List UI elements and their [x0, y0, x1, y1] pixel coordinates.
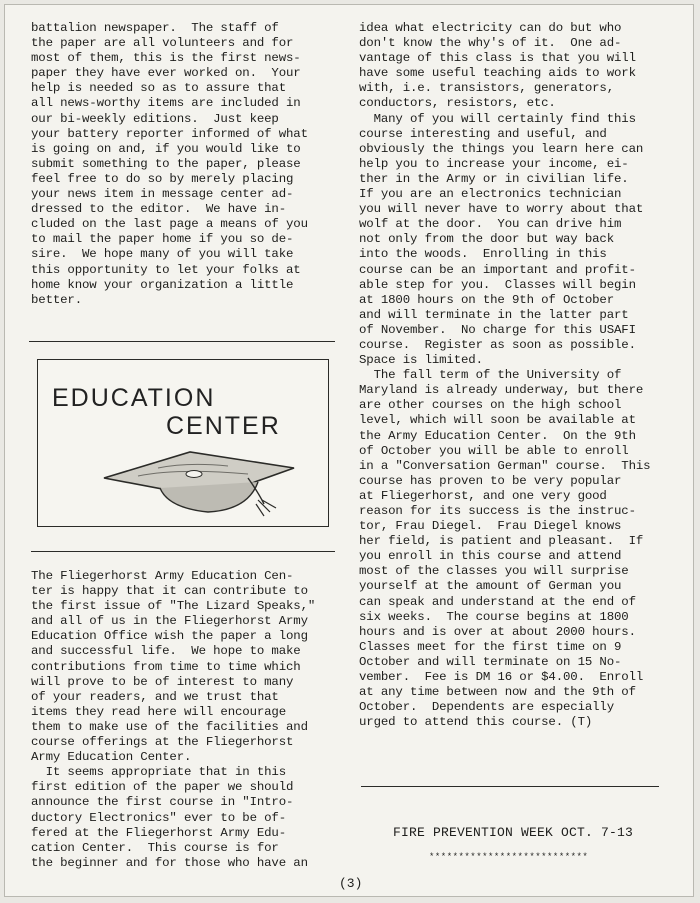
section-divider	[361, 786, 659, 787]
text-line: you will never have to worry about that	[359, 202, 644, 217]
text-line: and will terminate in the latter part	[359, 307, 629, 322]
text-line: into the woods. Enrolling in this	[359, 247, 607, 262]
text-line: is going on and, if you would like to	[31, 141, 301, 156]
text-line: most of the classes you will surprise	[359, 564, 629, 579]
text-line: her field, is patient and pleasant. If	[359, 534, 644, 549]
text-line: vantage of this class is that you will	[359, 51, 636, 66]
text-line: of November. No charge for this USAFI	[359, 322, 636, 337]
text-line: If you are an electronics technician	[359, 187, 622, 202]
text-line: October and will terminate on 15 No-	[359, 654, 622, 669]
text-line: of October you will be able to enroll	[359, 443, 629, 458]
text-line: to mail the paper home if you so de-	[31, 232, 294, 247]
text-line: course. Register as soon as possible.	[359, 337, 636, 352]
text-line: battalion newspaper. The staff of	[31, 21, 279, 35]
text-line: better.	[31, 292, 82, 307]
text-line: Army Education Center.	[31, 750, 192, 765]
text-line: this opportunity to let your folks at	[31, 262, 301, 277]
text-line: course interesting and useful, and	[359, 126, 607, 141]
text-line: announce the first course in "Intro-	[31, 795, 294, 810]
text-line: October. Dependents are especially	[359, 700, 614, 715]
text-line: the beginner and for those who have an	[31, 855, 308, 870]
text-line: course has proven to be very popular	[359, 473, 622, 488]
text-line: able step for you. Classes will begin	[359, 277, 636, 292]
text-line: feel free to do so by merely placing	[31, 171, 294, 186]
text-line: home know your organization a little	[31, 277, 294, 292]
text-line: idea what electricity can do but who	[359, 21, 622, 35]
text-line: The Fliegerhorst Army Education Cen-	[31, 569, 294, 583]
text-line: reason for its success is the instruc-	[359, 504, 636, 518]
left-column-top-text	[31, 21, 308, 308]
text-line: yourself at the amount of German you	[359, 579, 622, 594]
text-line: and successful life. We hope to make	[31, 644, 301, 659]
text-line: first edition of the paper we should	[31, 780, 294, 795]
text-line: are other courses on the high school	[359, 398, 622, 413]
text-line: at Fliegerhorst, and one very good	[359, 488, 607, 503]
text-line: sire. We hope many of you will take	[31, 247, 294, 262]
text-line: Education Office wish the paper a long	[31, 629, 308, 644]
text-line: have some useful teaching aids to work	[359, 66, 636, 81]
text-line: the Army Education Center. On the 9th	[359, 428, 636, 443]
text-line: will prove to be of interest to many	[31, 674, 294, 689]
text-line: It seems appropriate that in this	[31, 765, 286, 780]
text-line: level, which will soon be available at	[359, 413, 636, 428]
text-line: help you to increase your income, ei-	[359, 156, 629, 171]
text-line: course can be an important and profit-	[359, 262, 636, 277]
left-column-bottom-text	[31, 569, 315, 871]
fire-prevention-notice: FIRE PREVENTION WEEK OCT. 7-13	[393, 825, 634, 840]
text-line: cation Center. This course is for	[31, 840, 279, 855]
text-line: your battery reporter informed of what	[31, 126, 308, 141]
text-line: with, i.e. transistors, generators,	[359, 81, 614, 96]
text-line: ter is happy that it can contribute to	[31, 584, 308, 599]
text-line: obviously the things you learn here can	[359, 141, 644, 156]
text-line: help is needed so as to assure that	[31, 81, 286, 96]
text-line: at 1800 hours on the 9th of October	[359, 292, 614, 307]
text-line: six weeks. The course begins at 1800	[359, 609, 629, 624]
text-line: them to make use of the facilities and	[31, 719, 308, 734]
text-line: most of them, this is the first news-	[31, 51, 301, 66]
text-line: The fall term of the University of	[359, 368, 622, 383]
text-line: vember. Fee is DM 16 or $4.00. Enroll	[359, 670, 644, 685]
text-line: course offerings at the Fliegerhorst	[31, 735, 294, 750]
document-page	[4, 4, 694, 897]
text-line: tor, Frau Diegel. Frau Diegel knows	[359, 519, 622, 534]
right-column-text	[359, 21, 650, 730]
text-line: our bi-weekly editions. Just keep	[31, 111, 279, 126]
sign-line-2: CENTER	[166, 412, 281, 440]
text-line: items they read here will encourage	[31, 704, 286, 719]
text-line: wolf at the door. You can drive him	[359, 217, 622, 232]
graduation-cap-icon	[98, 438, 298, 520]
text-line: the paper are all volunteers and for	[31, 36, 294, 51]
text-line: fered at the Fliegerhorst Army Edu-	[31, 825, 286, 840]
text-line: paper they have ever worked on. Your	[31, 66, 301, 81]
text-line: Many of you will certainly find this	[359, 111, 636, 126]
text-line: your news item in message center ad-	[31, 187, 294, 202]
text-line: at any time between now and the 9th of	[359, 685, 636, 700]
decorative-star-line: ***************************	[429, 852, 589, 862]
text-line: don't know the why's of it. One ad-	[359, 36, 622, 51]
text-line: can speak and understand at the end of	[359, 594, 636, 609]
page-number: (3)	[339, 876, 363, 891]
text-line: Classes meet for the first time on 9	[359, 639, 622, 654]
text-line: contributions from time to time which	[31, 659, 301, 674]
education-center-illustration	[37, 359, 329, 527]
text-line: of your readers, and we trust that	[31, 689, 279, 704]
section-divider	[31, 551, 335, 552]
text-line: in a "Conversation German" course. This	[359, 458, 651, 473]
text-line: hours and is over at about 2000 hours.	[359, 624, 636, 639]
text-line: you enroll in this course and attend	[359, 549, 622, 564]
text-line: Maryland is already underway, but there	[359, 383, 644, 398]
text-line: conductors, resistors, etc.	[359, 96, 556, 111]
text-line: urged to attend this course. (T)	[359, 715, 593, 730]
text-line: not only from the door but way back	[359, 232, 614, 247]
text-line: ductory Electronics" ever to be of-	[31, 810, 286, 825]
section-divider	[29, 341, 335, 342]
text-line: Space is limited.	[359, 353, 483, 368]
sign-line-1: EDUCATION	[52, 384, 216, 412]
text-line: the first issue of "The Lizard Speaks,"	[31, 599, 316, 614]
text-line: cluded on the last page a means of you	[31, 217, 308, 232]
text-line: dressed to the editor. We have in-	[31, 202, 286, 217]
text-line: all news-worthy items are included in	[31, 96, 301, 111]
text-line: and all of us in the Fliegerhorst Army	[31, 614, 308, 629]
text-line: submit something to the paper, please	[31, 156, 301, 171]
text-line: ther in the Army or in civilian life.	[359, 171, 629, 186]
